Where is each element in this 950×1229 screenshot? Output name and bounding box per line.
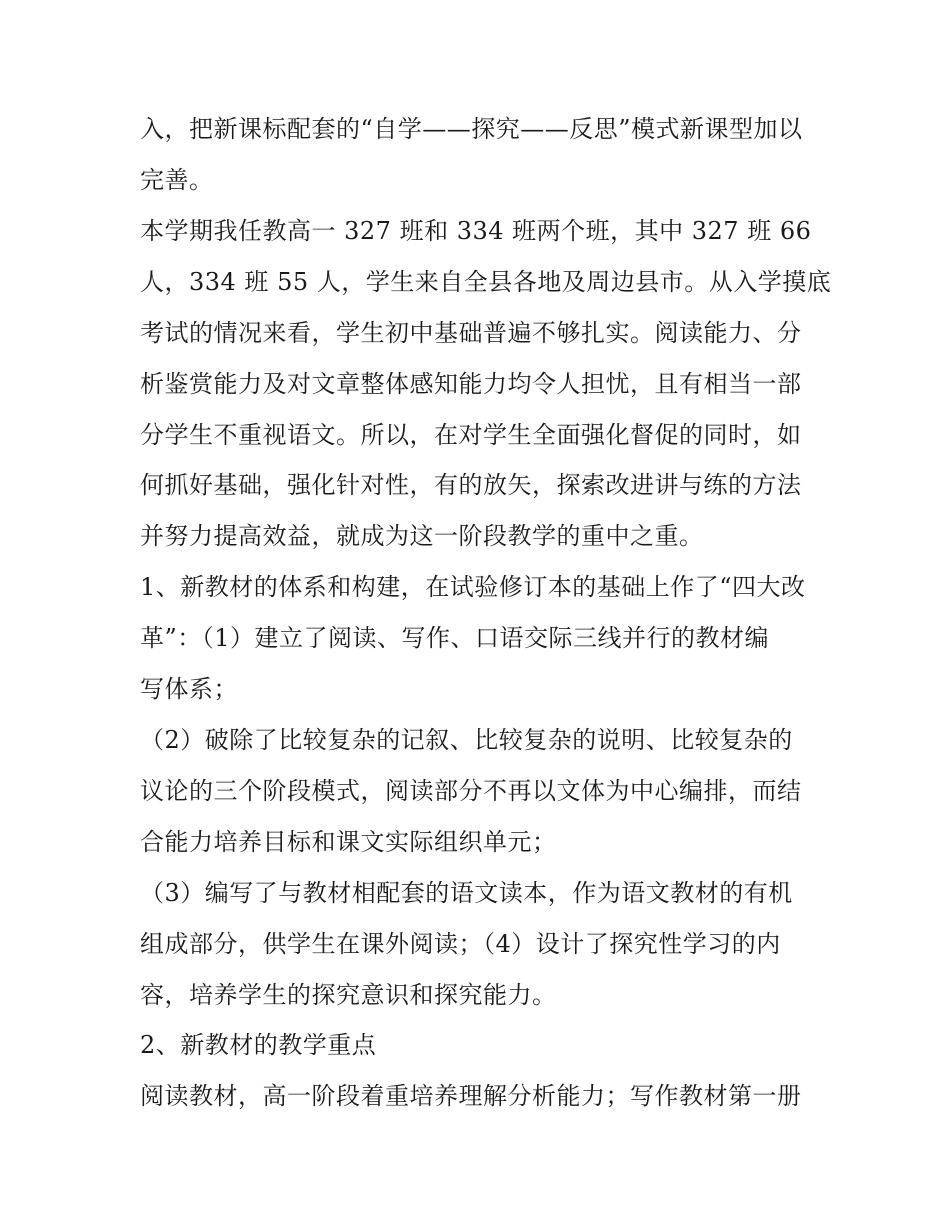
text-line-8: 何抓好基础，强化针对性，有的放矢，探索改进讲与练的方法	[140, 471, 802, 499]
text-line-12: 写体系；	[140, 675, 238, 703]
text-line-7: 分学生不重视语文。所以，在对学生全面强化督促的同时，如	[140, 421, 802, 449]
text-line-10: 1、新教材的体系和构建，在试验修订本的基础上作了“四大改	[140, 573, 806, 601]
text-line-20: 阅读教材，高一阶段着重培养理解分析能力；写作教材第一册	[140, 1082, 802, 1110]
text-line-14: 议论的三个阶段模式，阅读部分不再以文体为中心编排，而结	[140, 777, 802, 805]
text-line-5: 考试的情况来看，学生初中基础普遍不够扎实。阅读能力、分	[140, 319, 802, 347]
text-line-2: 完善。	[140, 166, 214, 194]
text-line-11: 革”：（1）建立了阅读、写作、口语交际三线并行的教材编	[140, 624, 770, 652]
text-line-15: 合能力培养目标和课文实际组织单元；	[140, 828, 557, 856]
text-line-13: （2）破除了比较复杂的记叙、比较复杂的说明、比较复杂的	[140, 726, 793, 754]
text-line-4: 人，334 班 55 人，学生来自全县各地及周边县市。从入学摸底	[140, 268, 832, 296]
text-line-9: 并努力提高效益，就成为这一阶段教学的重中之重。	[140, 522, 704, 550]
text-line-3: 本学期我任教高一 327 班和 334 班两个班，其中 327 班 66	[140, 217, 812, 245]
text-line-17: 组成部分，供学生在课外阅读；（4）设计了探究性学习的内	[140, 930, 781, 958]
text-line-1: 入，把新课标配套的“自学——探究——反思”模式新课型加以	[140, 115, 803, 143]
text-line-19: 2、新教材的教学重点	[140, 1031, 377, 1059]
text-line-6: 析鉴赏能力及对文章整体感知能力均令人担忧，且有相当一部	[140, 370, 802, 398]
text-line-16: （3）编写了与教材相配套的语文读本，作为语文教材的有机	[140, 879, 793, 907]
text-line-18: 容，培养学生的探究意识和探究能力。	[140, 981, 557, 1009]
